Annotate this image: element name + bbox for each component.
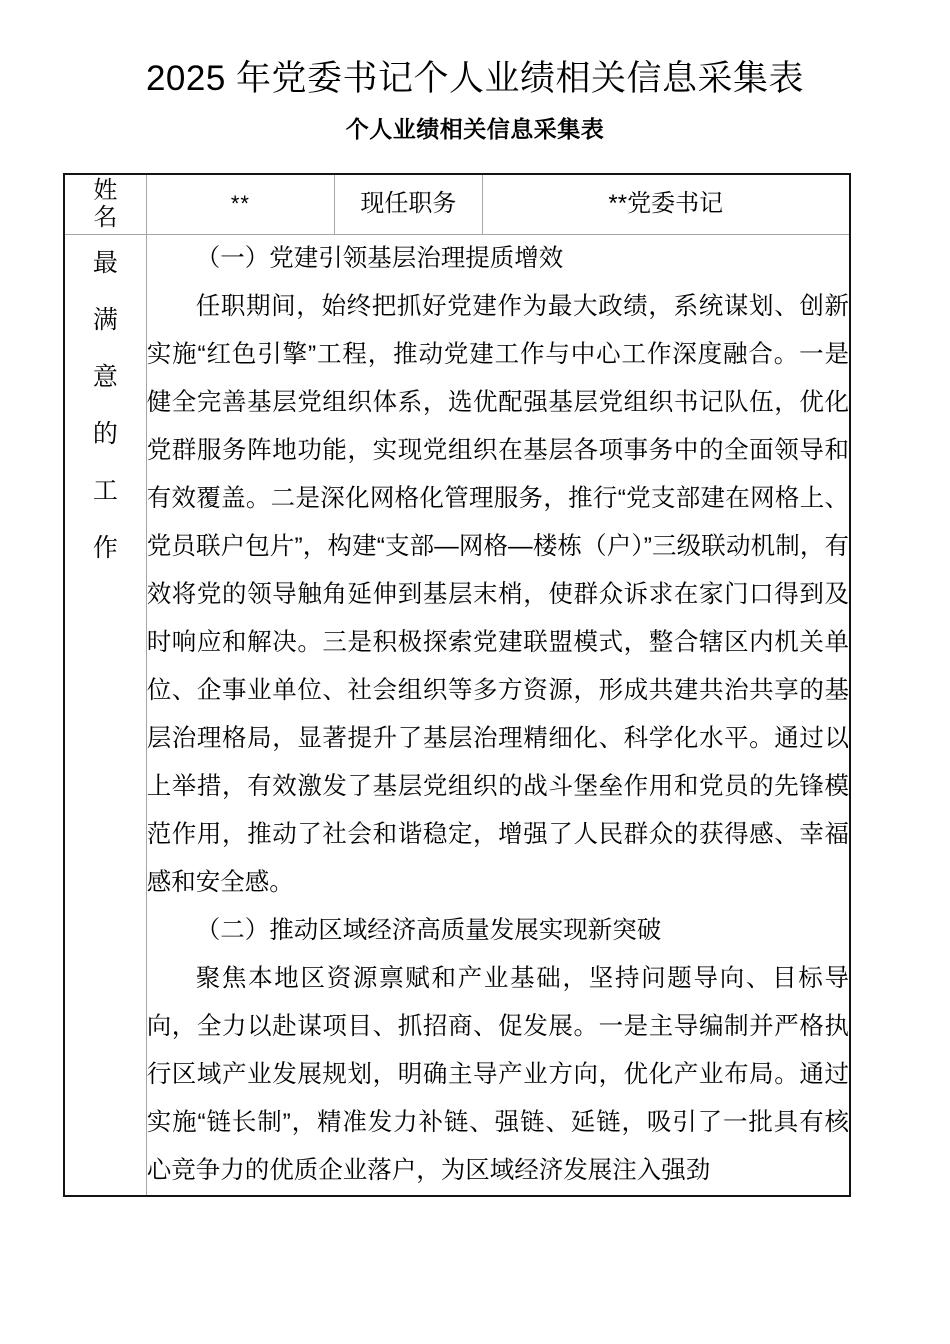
document-subtitle: 个人业绩相关信息采集表 (345, 116, 605, 142)
section-body-one: 任职期间，始终把抓好党建作为最大政绩，系统谋划、创新实施“红色引擎”工程，推动党建工作与中心工作深度融合。一是健全完善基层党组织体系，选优配强基层党组织书记队伍，优化党群服务阵地功能，实现党组织在基层各项事务中的全面领导和有效覆盖。二是深化网格化管理服务，推行“党支部建在网格上、党员联户包片”，构建“支部—网格—楼栋（户）”三级联动机制，有效将党的领导触角延伸到基层末梢，使群众诉求在家门口得到及时响应和解决。三是积极探索党建联盟模式，整合辖区内机关单位、企事业单位、社会组织等多方资源，形成共建共治共享的基层治理格局，显著提升了基层治理精细化、科学化水平。通过以上举措，有效激发了基层党组织的战斗堡垒作用和党员的先锋模范作用，推动了社会和谐稳定，增强了人民群众的获得感、幸福感和安全感。 (146, 293, 849, 896)
vertical-label-char: 的 (92, 420, 118, 448)
vertical-label-char: 满 (92, 306, 118, 334)
best-work-vertical-label (64, 235, 146, 1197)
section-heading-two: （二）推动区域经济高质量发展实现新突破 (195, 917, 662, 944)
document-title: 2025 年党委书记个人业绩相关信息采集表 (145, 59, 805, 98)
vertical-label-char: 最 (92, 249, 118, 277)
best-work-content-cell[interactable] (146, 235, 850, 1197)
name-value-cell[interactable] (146, 174, 334, 235)
vertical-label-char: 作 (92, 534, 118, 562)
table-row-best-work (64, 235, 850, 1197)
position-value: **党委书记 (608, 190, 724, 218)
name-label: 姓 名 (93, 177, 126, 231)
section-body-two: 聚焦本地区资源禀赋和产业基础，坚持问题导向、目标导向，全力以赴谋项目、抓招商、促发展。一是主导编制并严格执行区域产业发展规划，明确主导产业方向，优化产业布局。通过实施“链长制”，精准发力补链、强链、延链，吸引了一批具有核心竞争力的优质企业落户，为区域经济发展注入强劲 (146, 965, 849, 1184)
position-label: 现任职务 (360, 190, 457, 218)
information-collection-table (63, 173, 851, 1197)
vertical-label-char: 意 (92, 363, 118, 391)
name-label-cell (64, 174, 146, 235)
vertical-label-char: 工 (92, 477, 118, 505)
position-value-cell[interactable] (482, 174, 850, 235)
table-row-identity (64, 174, 850, 235)
section-heading-one: （一）党建引领基层治理提质增效 (195, 245, 564, 272)
position-label-cell (335, 174, 482, 235)
name-value: ** (230, 191, 250, 217)
